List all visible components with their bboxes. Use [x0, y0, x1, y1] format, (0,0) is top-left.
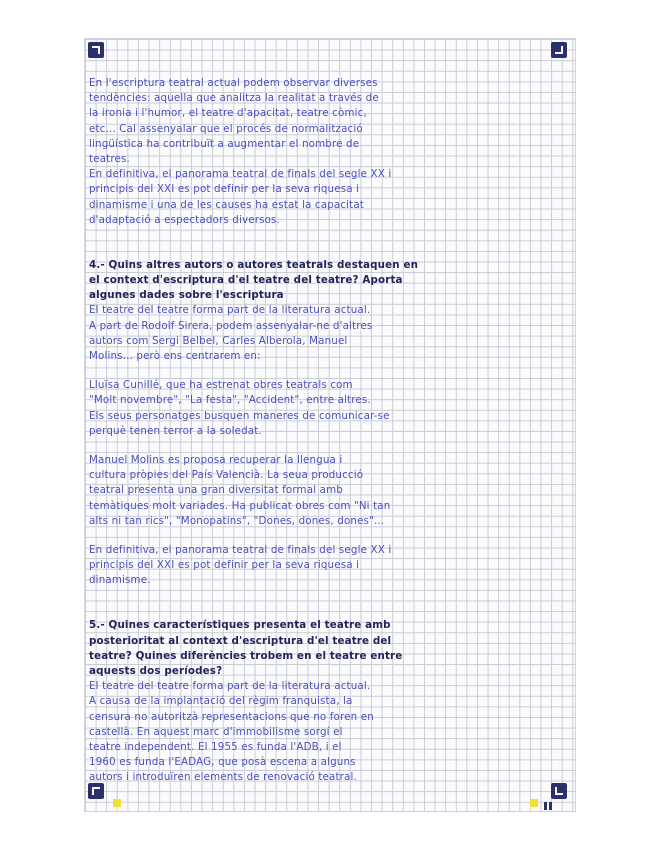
text-line: principis del XXI es pot definir per la seva riquesa i: [89, 183, 360, 196]
text-line: tendències: aquella que analitza la realitat a través de: [89, 92, 379, 105]
question-title: el context d'escriptura d'el teatre del teatre? Aporta: [89, 274, 403, 287]
text-line: autors com Sergi Belbel, Carles Alberola, Manuel: [89, 334, 348, 347]
text-line: En definitiva, el panorama teatral de finals del segle XX i: [89, 543, 392, 556]
text-line: Lluïsa Cunillé, que ha estrenat obres teatrals com: [89, 379, 353, 392]
question-title: aquests dos períodes?: [89, 665, 223, 677]
yellow-mark: [530, 799, 538, 807]
text-line: lingüística ha contribuït a augmentar el nombre de: [89, 137, 360, 150]
text-line: Manuel Molins es proposa recuperar la llengua i: [89, 453, 343, 466]
yellow-mark: [113, 799, 121, 807]
corner-marker-icon: [551, 42, 567, 58]
text-line: A part de Rodolf Sirera, podem assenyalar-ne d'altres: [89, 319, 373, 332]
text-line: autors i introduïren elements de renovació teatral.: [89, 771, 357, 784]
text-line: 1960 es funda l'EADAG, que posà escena a alguns: [89, 756, 356, 769]
text-line: teatral presenta una gran diversitat formal amb: [89, 484, 343, 497]
text-line: castellà. En aquest marc d'immobilisme sorgí el: [89, 725, 343, 738]
text-line: dinamisme.: [89, 574, 151, 587]
scan-bars-icon: [544, 795, 554, 814]
text-line: En definitiva, el panorama teatral de finals del segle XX i: [89, 168, 392, 181]
question-title: 4.- Quins altres autors o autores teatrals destaquen en: [89, 258, 419, 271]
question-4: [89, 258, 559, 589]
text-line: principis del XXI es pot definir per la seva riquesa i: [89, 559, 360, 572]
text-line: cultura pròpies del País Valencià. La seua producció: [89, 469, 364, 482]
text-line: teatre independent. El 1955 es funda l'ADB, i el: [89, 740, 342, 753]
text-line: perquè tenen terror a la soledat.: [89, 424, 262, 437]
handwritten-text: [89, 76, 559, 786]
text-line: En l'escriptura teatral actual podem observar diverses: [89, 77, 378, 89]
text-line: d'adaptació a espectadors diversos.: [89, 213, 280, 226]
question-5: [89, 618, 559, 785]
intro-paragraph: [89, 76, 559, 228]
text-line: dinamisme i una de les causes ha estat la capacitat: [89, 198, 364, 211]
corner-marker-icon: [88, 42, 104, 58]
text-line: El teatre del teatre forma part de la literatura actual.: [89, 680, 371, 693]
text-line: etc... Cal assenyalar que el procés de normalització: [89, 122, 363, 135]
text-line: Molins... però ens centrarem en:: [89, 350, 261, 362]
question-title: posterioritat al context d'escriptura d'el teatre del: [89, 634, 392, 647]
text-line: censura no autoritzà representacions que no foren en: [89, 710, 374, 723]
text-line: teatres.: [89, 152, 130, 165]
text-line: temàtiques molt variades. Ha publicat obres com "Ni tan: [89, 499, 391, 512]
question-title: teatre? Quines diferències trobem en el teatre entre: [89, 649, 403, 662]
question-title: 5.- Quines característiques presenta el teatre amb: [89, 619, 391, 632]
text-line: "Molt novembre", "La festa", "Accident", entre altres.: [89, 394, 371, 407]
text-line: Els seus personatges busquen maneres de comunicar-se: [89, 409, 390, 422]
text-line: El teatre del teatre forma part de la literatura actual.: [89, 304, 371, 317]
text-line: A causa de la implantació del règim franquista, la: [89, 695, 353, 708]
question-title: algunes dades sobre l'escriptura: [89, 289, 284, 302]
text-line: alts ni tan rics", "Monopatins", "Dones, dones, dones"...: [89, 514, 385, 527]
text-line: la ironia i l'humor, el teatre d'apacitat, teatre còmic,: [89, 107, 367, 120]
